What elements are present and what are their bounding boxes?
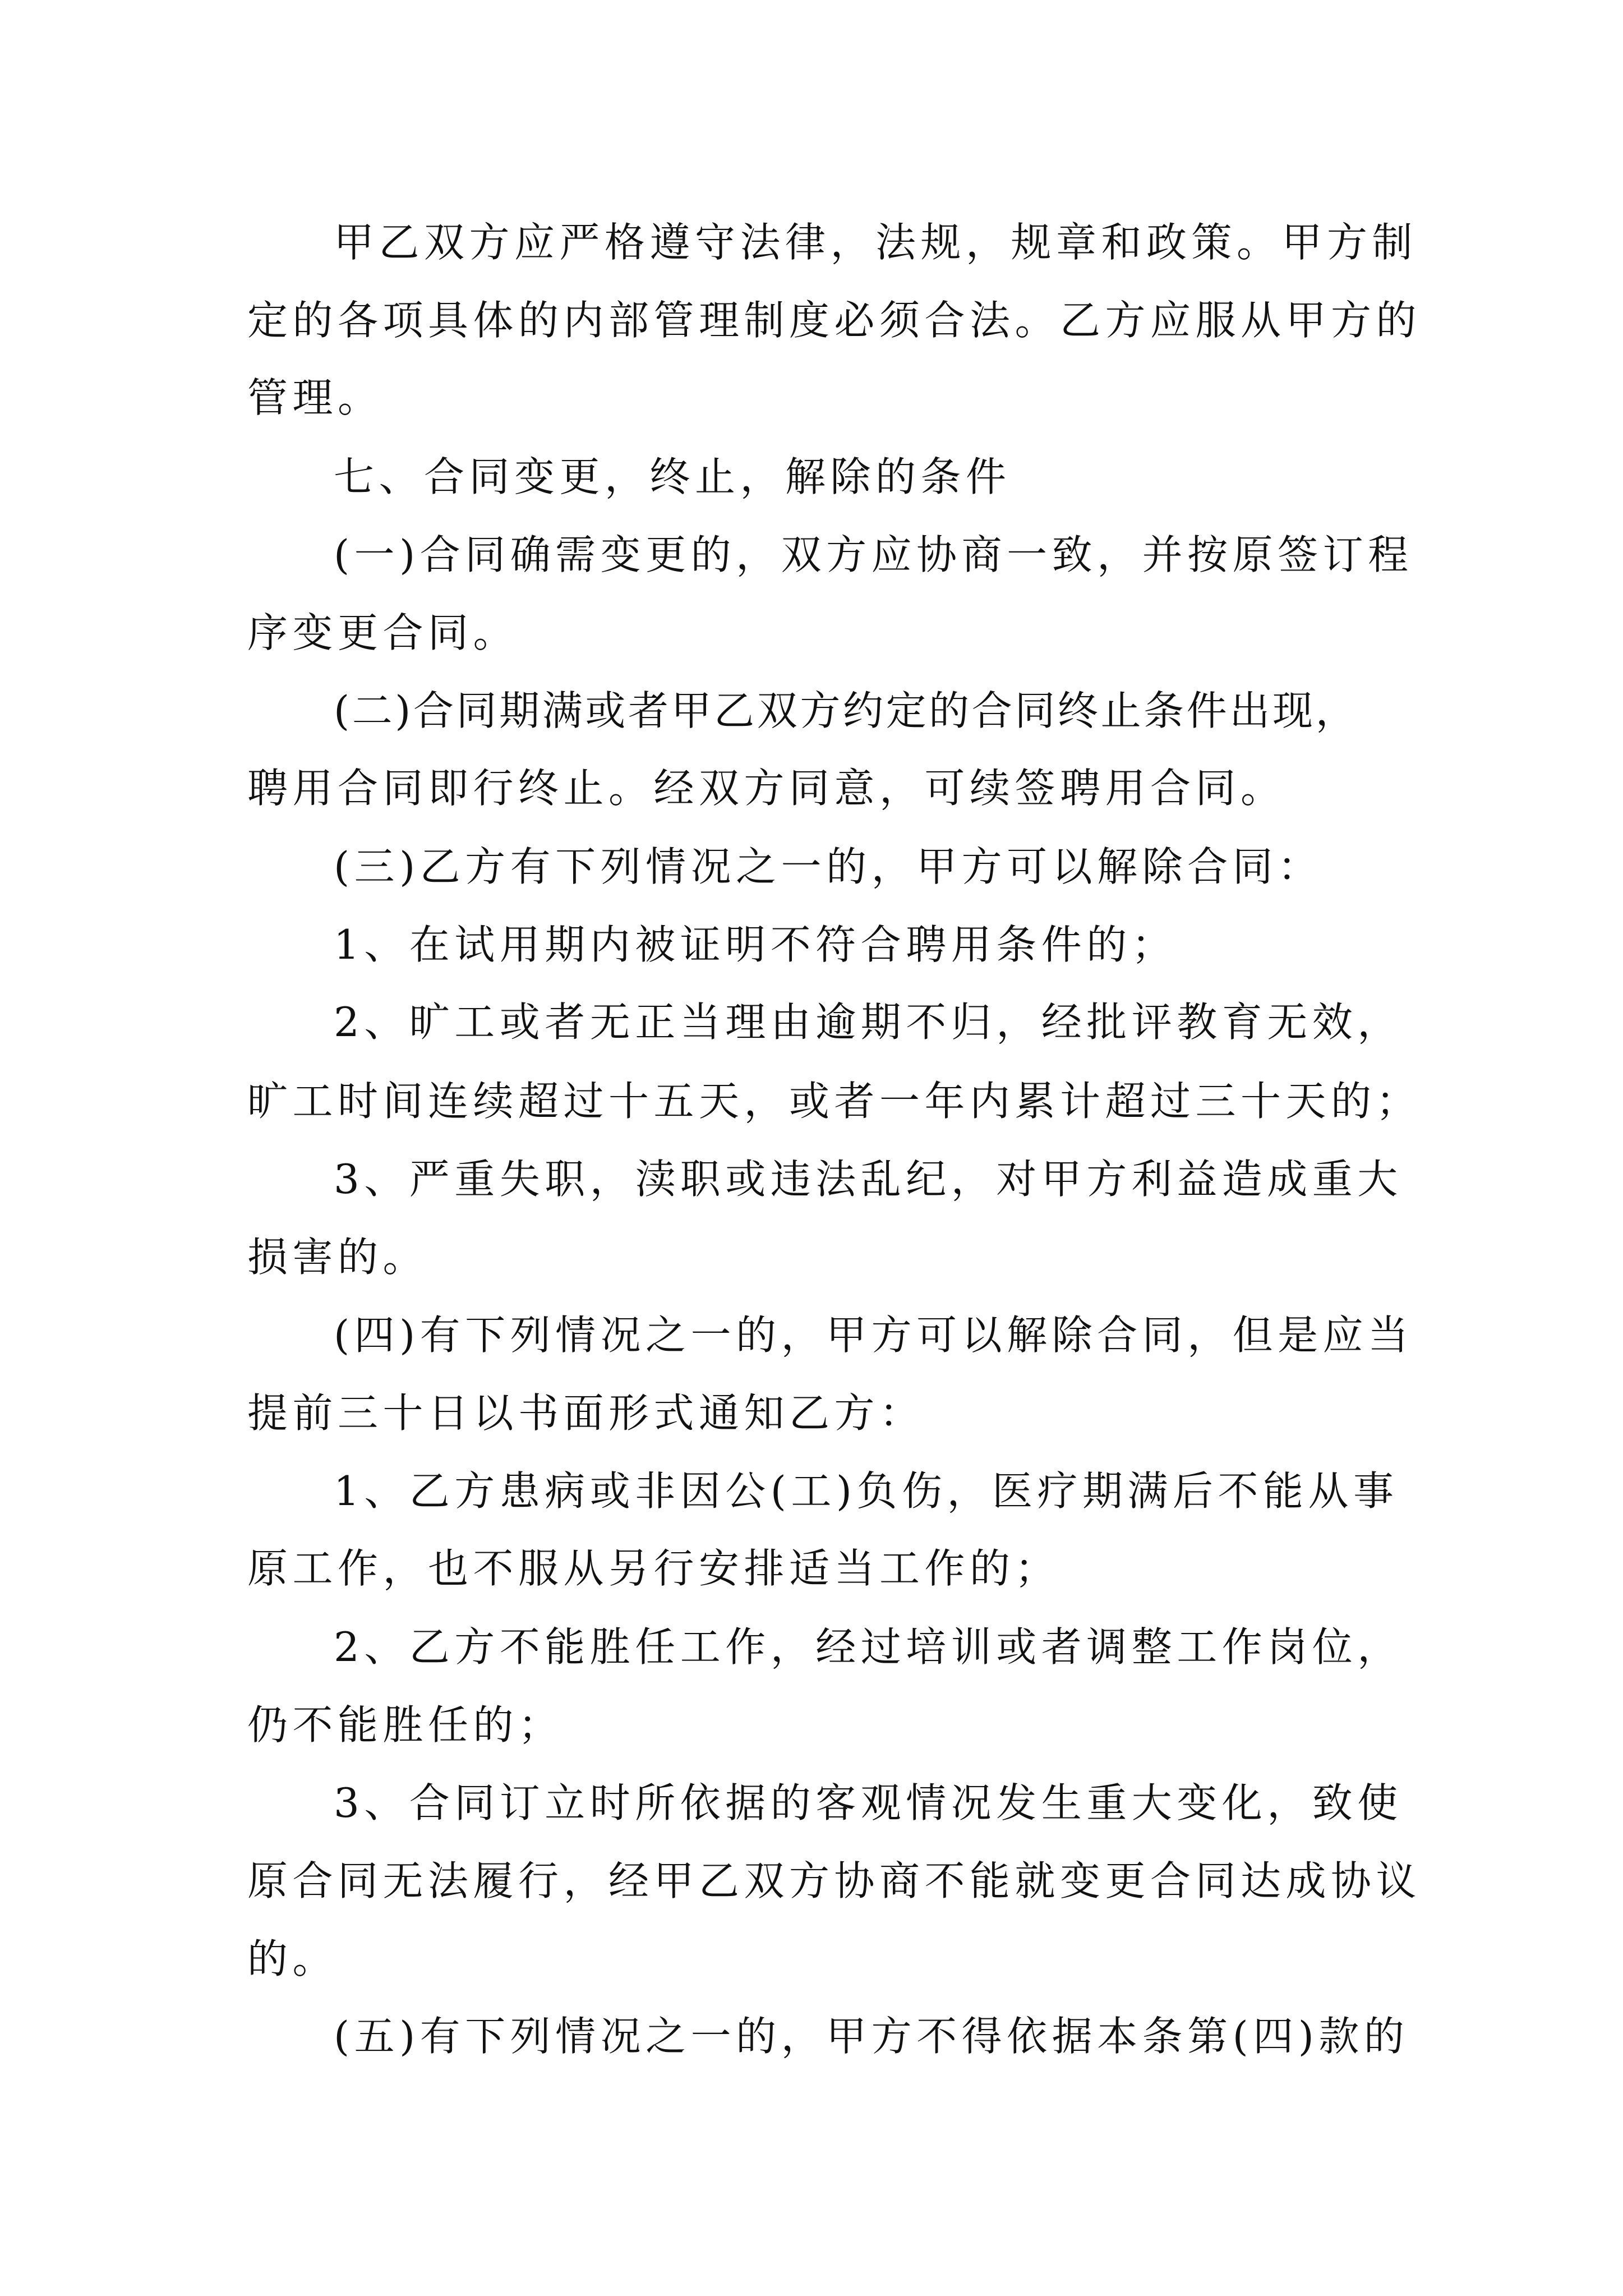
paragraph-line: 提前三十日以书面形式通知乙方： [247, 1389, 925, 1437]
list-item: 2、旷工或者无正当理由逾期不归，经批评教育无效， [334, 999, 1403, 1046]
section-heading: 七、合同变更，终止，解除的条件 [334, 453, 1011, 500]
paragraph-line: 管理。 [247, 374, 383, 421]
paragraph-line: (一)合同确需变更的，双方应协商一致，并按原签订程 [334, 531, 1413, 578]
paragraph-line: (五)有下列情况之一的，甲方不得依据本条第(四)款的 [334, 2013, 1409, 2060]
list-item: 的。 [247, 1935, 338, 1982]
paragraph-line: 序变更合同。 [247, 609, 519, 656]
list-item: 3、严重失职，渎职或违法乱纪，对甲方利益造成重大 [334, 1156, 1403, 1203]
list-item: 1、在试用期内被证明不符合聘用条件的； [334, 921, 1177, 968]
paragraph-line: (三)乙方有下列情况之一的，甲方可以解除合同： [334, 843, 1323, 890]
list-item: 3、合同订立时所依据的客观情况发生重大变化，致使 [334, 1779, 1403, 1826]
paragraph-line: 甲乙双方应严格遵守法律，法规，规章和政策。甲方制 [334, 219, 1418, 266]
list-item: 原工作，也不服从另行安排适当工作的； [247, 1545, 1061, 1592]
list-item: 1、乙方患病或非因公(工)负伤，医疗期满后不能从事 [334, 1467, 1399, 1515]
list-item: 2、乙方不能胜任工作，经过培训或者调整工作岗位， [334, 1623, 1403, 1671]
paragraph-line: 定的各项具体的内部管理制度必须合法。乙方应服从甲方的 [247, 297, 1422, 344]
list-item: 旷工时间连续超过十五天，或者一年内累计超过三十天的； [247, 1078, 1422, 1125]
list-item: 仍不能胜任的； [247, 1701, 564, 1749]
paragraph-line: (四)有下列情况之一的，甲方可以解除合同，但是应当 [334, 1312, 1413, 1359]
list-item: 原合同无法履行，经甲乙双方协商不能就变更合同达成协议 [247, 1857, 1422, 1904]
paragraph-line: 聘用合同即行终止。经双方同意，可续签聘用合同。 [247, 765, 1286, 812]
list-item: 损害的。 [247, 1234, 428, 1281]
paragraph-line: (二)合同期满或者甲乙双方约定的合同终止条件出现， [334, 687, 1359, 734]
